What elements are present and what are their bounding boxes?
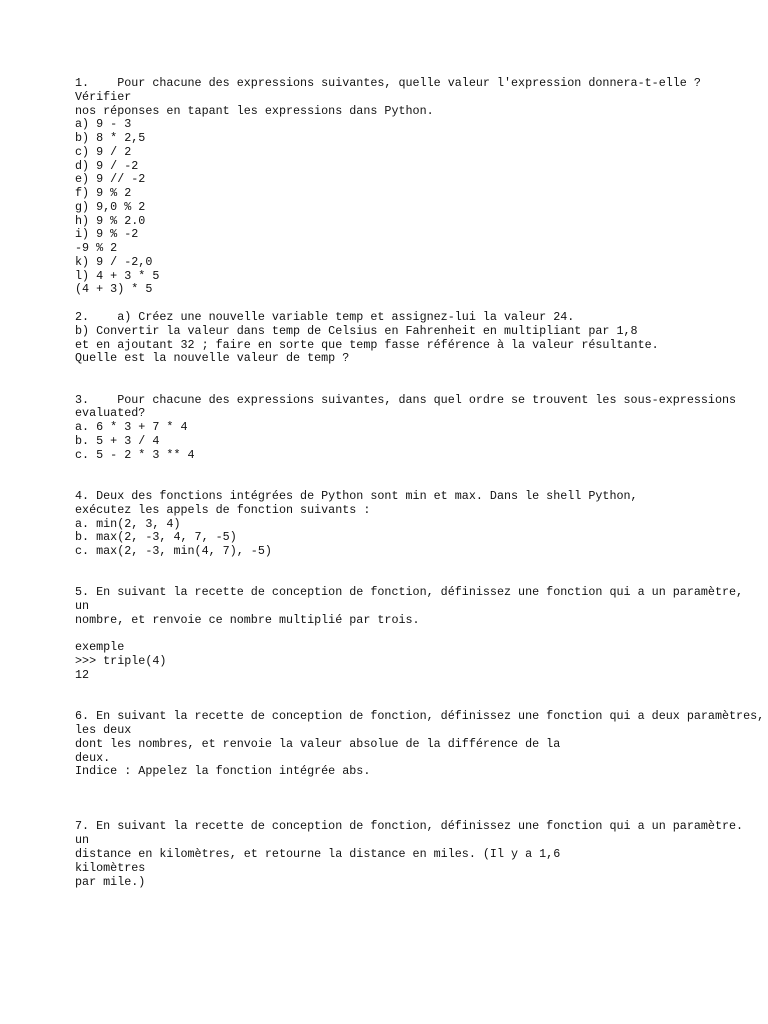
- example-code-line: 12: [75, 667, 90, 682]
- question-1-prompt-line: Vérifier: [75, 89, 132, 104]
- question-1-item: d) 9 / -2: [75, 158, 139, 173]
- question-7-prompt-line: 7. En suivant la recette de conception de fonction, définissez une fonction qui a un paramètre.: [75, 819, 744, 834]
- question-1-item: l) 4 + 3 * 5: [75, 268, 160, 283]
- question-1-item: h) 9 % 2.0: [75, 213, 146, 228]
- question-1-item: i) 9 % -2: [75, 227, 139, 242]
- question-1-item: g) 9,0 % 2: [75, 199, 146, 214]
- question-2-prompt-line: et en ajoutant 32 ; faire en sorte que temp fasse référence à la valeur résultante.: [75, 337, 659, 352]
- question-3-prompt-line: evaluated?: [75, 406, 146, 421]
- question-1-item: e) 9 // -2: [75, 172, 146, 187]
- question-6-prompt-line: 6. En suivant la recette de conception de fonction, définissez une fonction qui a deux paramètres,: [75, 709, 765, 724]
- question-3-item: b. 5 + 3 / 4: [75, 433, 160, 448]
- document-page: [75, 77, 765, 889]
- question-1-item: b) 8 * 2,5: [75, 131, 146, 146]
- question-1-item: f) 9 % 2: [75, 186, 132, 201]
- question-5-prompt-line: nombre, et renvoie ce nombre multiplié par trois.: [75, 612, 420, 627]
- question-4-prompt-line: 4. Deux des fonctions intégrées de Python sont min et max. Dans le shell Python,: [75, 489, 638, 503]
- question-3-item: a. 6 * 3 + 7 * 4: [75, 420, 188, 435]
- question-6-prompt-line: dont les nombres, et renvoie la valeur absolue de la différence de la: [75, 736, 561, 751]
- question-4-prompt-line: exécutez les appels de fonction suivants :: [75, 502, 371, 517]
- question-1-item: -9 % 2: [75, 241, 118, 256]
- question-2: [75, 311, 765, 366]
- question-5-prompt-line: 5. En suivant la recette de conception de fonction, définissez une fonction qui a un paramètre,: [75, 585, 744, 600]
- question-5-example: [75, 641, 765, 682]
- question-5: [75, 586, 765, 682]
- question-1: [75, 77, 765, 297]
- question-1-item: c) 9 / 2: [75, 144, 132, 159]
- question-3: [75, 394, 765, 463]
- question-5-prompt-line: un: [75, 599, 90, 614]
- question-4: [75, 490, 765, 559]
- question-4-item: a. min(2, 3, 4): [75, 516, 181, 531]
- question-2-prompt-line: Quelle est la nouvelle valeur de temp ?: [75, 351, 350, 366]
- question-7-prompt-line: par mile.): [75, 874, 146, 889]
- question-7-prompt-line: distance en kilomètres, et retourne la distance en miles. (Il y a 1,6: [75, 846, 561, 861]
- question-6: [75, 710, 765, 779]
- question-7-prompt-line: un: [75, 833, 90, 848]
- question-6-prompt-line: les deux: [75, 723, 132, 738]
- question-3-prompt-line: 3. Pour chacune des expressions suivantes, dans quel ordre se trouvent les sous-expressions: [75, 392, 737, 407]
- question-3-item: c. 5 - 2 * 3 ** 4: [75, 447, 195, 462]
- question-1-item: a) 9 - 3: [75, 117, 132, 132]
- question-7: [75, 820, 765, 889]
- question-1-item: (4 + 3) * 5: [75, 282, 153, 297]
- question-6-prompt-line: deux.: [75, 750, 111, 765]
- question-1-prompt-line: 1. Pour chacune des expressions suivantes, quelle valeur l'expression donnera-t-elle ?: [75, 76, 701, 90]
- question-7-prompt-line: kilomètres: [75, 860, 146, 875]
- question-2-prompt-line: 2. a) Créez une nouvelle variable temp et assignez-lui la valeur 24.: [75, 310, 575, 325]
- question-1-item: k) 9 / -2,0: [75, 254, 153, 269]
- question-1-prompt-line: nos réponses en tapant les expressions dans Python.: [75, 103, 434, 118]
- question-4-item: c. max(2, -3, min(4, 7), -5): [75, 544, 272, 559]
- question-4-item: b. max(2, -3, 4, 7, -5): [75, 530, 237, 545]
- example-label: exemple: [75, 640, 125, 655]
- question-2-prompt-line: b) Convertir la valeur dans temp de Celsius en Fahrenheit en multipliant par 1,8: [75, 323, 638, 338]
- example-code-line: >>> triple(4): [75, 654, 167, 669]
- question-6-hint: Indice : Appelez la fonction intégrée abs.: [75, 764, 371, 779]
